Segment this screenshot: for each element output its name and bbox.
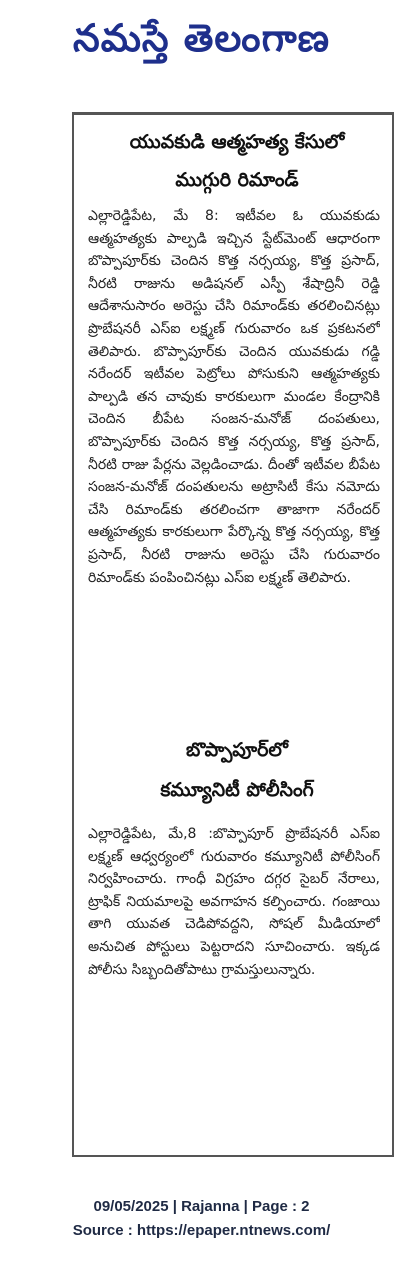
article1-headline-line2: ముగ్గురి రిమాండ్ [175, 169, 299, 191]
article2-headline-line2: కమ్యూనిటీ పోలీసింగ్ [160, 779, 314, 801]
newspaper-masthead: నమస్తే తెలంగాణ [73, 15, 330, 60]
footer-date-edition-page: 09/05/2025 | Rajanna | Page : 2 [93, 1198, 310, 1215]
footer-source-link[interactable]: Source : https://epaper.ntnews.com/ [72, 1222, 331, 1239]
article2-headline-line1: బొప్పాపూర్‌లో [186, 739, 288, 761]
article2-body: ఎల్లారెడ్డిపేట, మే,8 :బొప్పాపూర్ ప్రొబేషనరీ ఎస్‌ఐ లక్ష్మణ్ ఆధ్వర్యంలో గురువారం కమ్యూనిటీ పోలీసింగ్ నిర్వహించారు. గాంధీ విగ్రహం దగ్గర సైబర్ నేరాలు, ట్రాఫిక్ నియమాలపై అవగాహన కల్పించారు. గంజాయి తాగి యువత చెడిపోవద్దని, సోషల్ మీడియాలో అనుచిత పోస్టులు పెట్టరాదని సూచించారు. ఇక్కడ పోలీసు సిబ్బందితోపాటు గ్రామస్తులున్నారు. [88, 826, 380, 978]
article1-body: ఎల్లారెడ్డిపేట, మే 8: ఇటీవల ఓ యువకుడు ఆత్మహత్యకు పాల్పడి ఇచ్చిన స్టేట్‌మెంట్ ఆధారంగా బొప్పాపూర్‌కు చెందిన కొత్త నర్సయ్య, కొత్త ప్రసాద్, నీరటి రాజును అడిషనల్ ఎస్పీ శేషాద్రినీ రెడ్డి ఆదేశానుసారం అరెస్టు చేసి రిమాండ్‌కు తరలించినట్లు ప్రొబేషనరీ ఎస్‌ఐ లక్ష్మణ్ గురువారం ఒక ప్రకటనలో తెలిపారు. బొప్పాపూర్‌కు చెందిన యువకుడు గడ్డి నరేందర్ ఇటీవల పెట్రోలు పోసుకుని ఆత్మహత్యకు పాల్పడి తన చావుకు కారకులుగా మండల కేంద్రానికి చెందిన బీపేట సంజన-మనోజ్ దంపతులు, బొప్పాపూర్‌కు చెందిన కొత్త నర్సయ్య, కొత్త ప్రసాద్, నీరటి రాజు పేర్లను వెల్లడించాడు. దీంతో ఇటీవల బీపేట సంజన-మనోజ్ దంపతులను అట్రాసిటీ కేసు నమోదు చేసి రిమాండ్‌కు తరలించగా తాజాగా నరేందర్ ఆత్మహత్యకు కారకులుగా పేర్కొన్న కొత్త నర్సయ్య, కొత్త ప్రసాద్, నీరటి రాజును అరెస్టు చేసి గురువారం రిమాండ్‌కు పంపించినట్లు ఎస్‌ఐ లక్ష్మణ్ తెలిపారు. [88, 208, 380, 586]
article1-headline-line1: యువకుడి ఆత్మహత్య కేసులో [129, 131, 345, 153]
news-clipping [72, 115, 394, 1157]
